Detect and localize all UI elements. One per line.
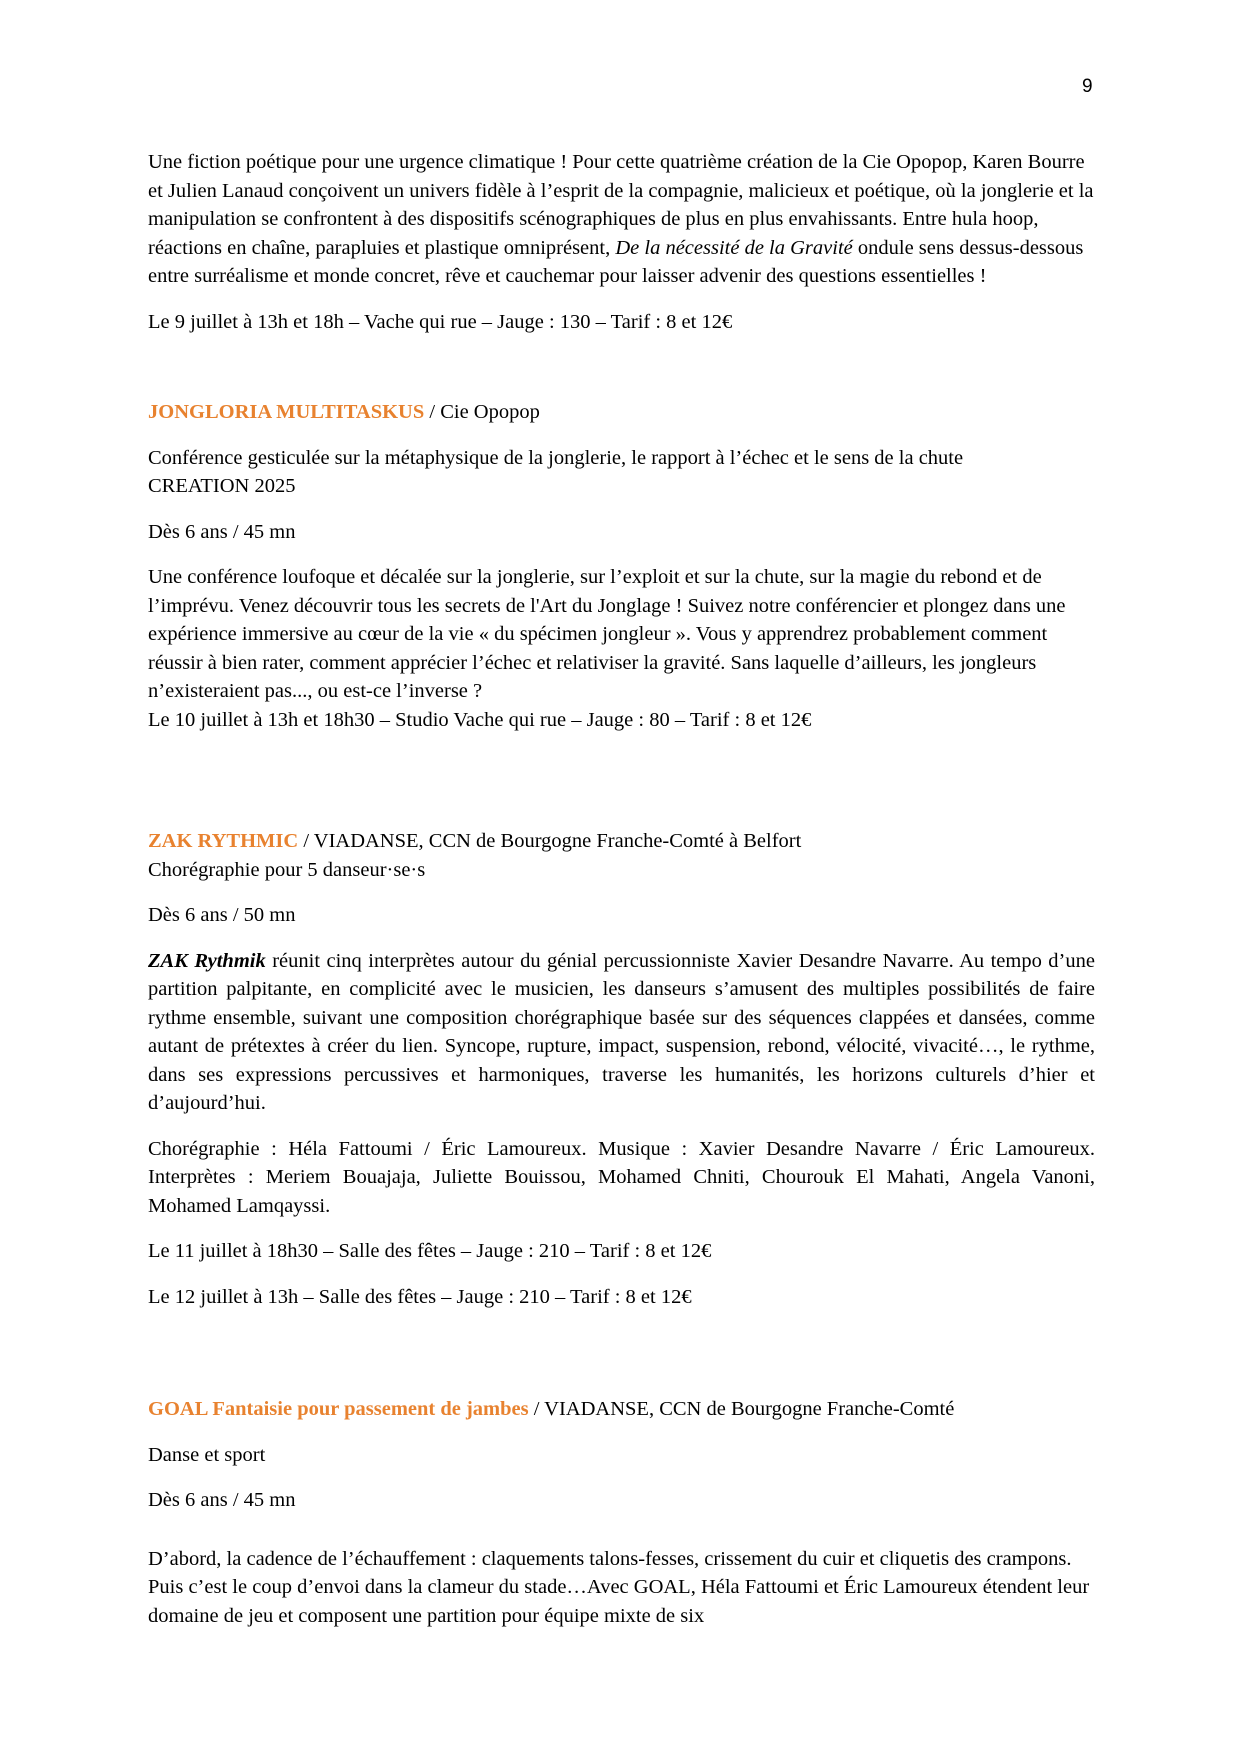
show-schedule: Le 10 juillet à 13h et 18h30 – Studio Vache qui rue – Jauge : 80 – Tarif : 8 et 12€ xyxy=(148,708,812,731)
show-subtitle-2: CREATION 2025 xyxy=(148,475,296,497)
show-company: / VIADANSE, CCN de Bourgogne Franche-Comté à Belfort xyxy=(298,830,802,852)
show-zak-rythmic xyxy=(148,827,1095,1311)
show-heading xyxy=(148,827,1095,856)
intro-schedule: Le 9 juillet à 13h et 18h – Vache qui rue – Jauge : 130 – Tarif : 8 et 12€ xyxy=(148,310,733,333)
show-title: GOAL Fantaisie pour passement de jambes xyxy=(148,1398,529,1420)
intro-text-part2: ondule sens dessus-dessous entre surréalisme et monde concret, rêve et cauchemar pour laisser advenir des questions essentielles ! xyxy=(148,236,1084,287)
show-age-duration: Dès 6 ans / 45 mn xyxy=(148,520,296,543)
page-number: 9 xyxy=(1082,76,1093,97)
show-age-duration: Dès 6 ans / 50 mn xyxy=(148,904,296,926)
show-subtitle: Chorégraphie pour 5 danseur·se·s xyxy=(148,858,426,881)
show-heading xyxy=(148,398,1095,427)
show-subtitle: Danse et sport xyxy=(148,1443,266,1466)
show-heading xyxy=(148,1395,1095,1424)
document-body xyxy=(148,148,1095,1630)
show-schedule-2: Le 12 juillet à 13h – Salle des fêtes – Jauge : 210 – Tarif : 8 et 12€ xyxy=(148,1285,692,1308)
show-description xyxy=(148,947,1095,1118)
show-title: JONGLORIA MULTITASKUS xyxy=(148,401,425,423)
show-credits: Chorégraphie : Héla Fattoumi / Éric Lamoureux. Musique : Xavier Desandre Navarre / Éric Lamoureux. Interprètes : Meriem Bouajaja, Juliette Bouissou, Mohamed Chniti, Chourouk El Mahati, Angela Vanoni, Mohamed Lamqayssi. xyxy=(148,1137,1095,1217)
show-title: ZAK RYTHMIC xyxy=(148,830,299,852)
show-company: / Cie Opopop xyxy=(424,401,540,423)
show-jongloria xyxy=(148,398,1095,734)
intro-text-part1: Une fiction poétique pour une urgence climatique ! Pour cette quatrième création de la Cie Opopop, Karen Bourre et Julien Lanaud conçoivent un univers fidèle à l’esprit de la compagnie, malicieux et poétique, où la jonglerie et la manipulation se confrontent à des dispositifs scénographiques de plus en plus envahissants. Entre hula hoop, réactions en chaîne, parapluies et plastique omniprésent, xyxy=(148,151,1094,259)
intro-show-title: De la nécessité de la Gravité xyxy=(615,236,853,259)
show-subtitle: Conférence gesticulée sur la métaphysique de la jonglerie, le rapport à l’échec et le sens de la chute xyxy=(148,446,964,469)
show-schedule-1: Le 11 juillet à 18h30 – Salle des fêtes – Jauge : 210 – Tarif : 8 et 12€ xyxy=(148,1240,712,1262)
intro-paragraph xyxy=(148,148,1095,291)
show-company: / VIADANSE, CCN de Bourgogne Franche-Comté xyxy=(528,1398,955,1420)
show-description-title: ZAK Rythmik xyxy=(148,949,266,972)
show-description: Une conférence loufoque et décalée sur la jonglerie, sur l’exploit et sur la chute, sur la magie du rebond et de l’imprévu. Venez découvrir tous les secrets de l'Art du Jonglage ! Suivez notre conférencier et plongez dans une expérience immersive au cœur de la vie « du spécimen jongleur ». Vous y apprendrez probablement comment réussir à bien rater, comment apprécier l’échec et relativiser la gravité. Sans laquelle d’ailleurs, les jongleurs n’existeraient pas..., ou est-ce l’inverse ? xyxy=(148,566,1066,702)
show-age-duration: Dès 6 ans / 45 mn xyxy=(148,1489,296,1511)
show-description: D’abord, la cadence de l’échauffement : claquements talons-fesses, crissement du cuir et cliquetis des crampons. Puis c’est le coup d’envoi dans la clameur du stade…Avec GOAL, Héla Fattoumi et Éric Lamoureux étendent leur domaine de jeu et composent une partition pour équipe mixte de six xyxy=(148,1547,1090,1627)
show-goal xyxy=(148,1395,1095,1630)
show-description-text: réunit cinq interprètes autour du génial percussionniste Xavier Desandre Navarre. Au tempo d’une partition palpitante, en complicité avec le musicien, les danseurs s’amusent des multiples possibilités de faire rythme ensemble, suivant une composition chorégraphique basée sur des séquences clappées et dansées, comme autant de prétextes à créer du lien. Syncope, rupture, impact, suspension, rebond, vélocité, vivacité…, le rythme, dans ses expressions percussives et harmoniques, traverse les humanités, les horizons culturels d’hier et d’aujourd’hui. xyxy=(148,949,1095,1114)
